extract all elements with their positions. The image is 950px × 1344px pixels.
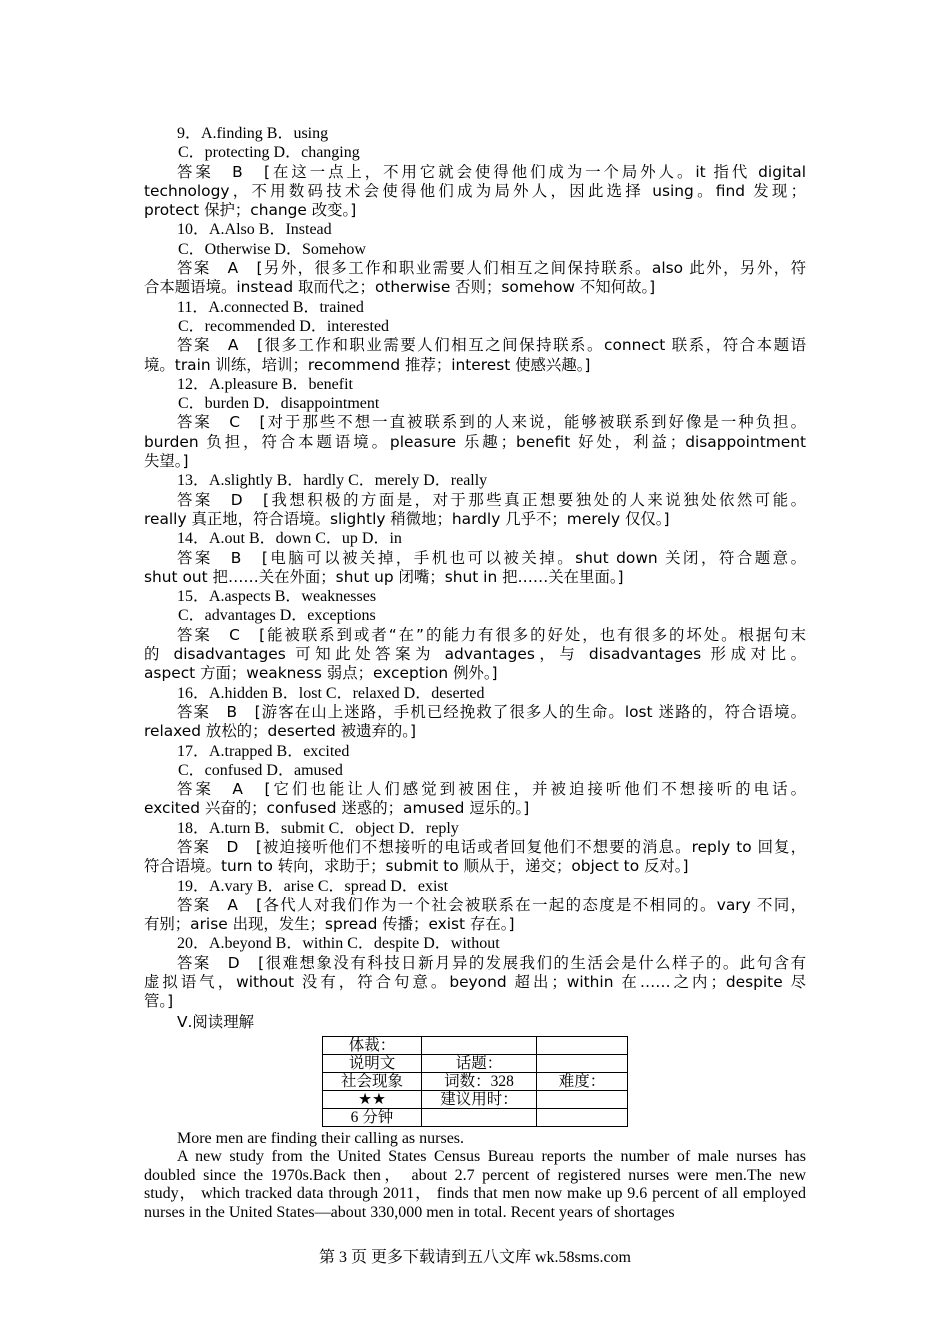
info-table-cell [537, 1108, 628, 1126]
answer-explanation-line: shut out 把……关在外面；shut up 闭嘴；shut in 把……关在里面。] [144, 567, 624, 586]
answer-explanation-line: 答案 D [我想积极的方面是，对于那些真正想要独处的人来说独处依然可能。 [177, 490, 806, 509]
question-item [144, 375, 806, 471]
answer-explanation-line: aspect 方面；weakness 弱点；exception 例外。] [144, 664, 498, 683]
question-item [144, 877, 806, 935]
question-options-line-continued: C．confused D．amused [178, 761, 343, 779]
answer-explanation-line: 有别；arise 出现，发生；spread 传播；exist 存在。] [144, 915, 515, 934]
question-options-line-continued: C．Otherwise D．Somehow [178, 240, 366, 258]
question-list [144, 124, 806, 1012]
info-table-cell: 说明文 [323, 1054, 422, 1072]
info-table-cell [422, 1036, 537, 1054]
question-options-line: 11．A.connected B．trained [177, 298, 364, 316]
info-table-cell: 难度： [537, 1072, 628, 1090]
question-item [144, 220, 806, 297]
question-options-line: 15．A.aspects B．weaknesses [177, 588, 377, 606]
info-table-row [323, 1036, 628, 1054]
question-item [144, 819, 806, 877]
answer-explanation-line: 答案 A [它们也能让人们感觉到被困住，并被迫接听他们不想接听的电话。 [177, 780, 806, 799]
page-footer: 第 3 页 更多下载请到五八文库 wk.58sms.com [318, 1249, 631, 1266]
info-table-cell: 词数：328 [422, 1072, 537, 1090]
answer-explanation-line: 答案 A [各代人对我们作为一个社会被联系在一起的态度是不相同的。vary 不同， [177, 895, 806, 914]
question-options-line-continued: C．protecting D．changing [178, 144, 360, 162]
info-table-row [323, 1090, 628, 1108]
info-table-cell: 社会现象 [323, 1072, 422, 1090]
answer-explanation-line: excited 兴奋的；confused 迷惑的；amused 逗乐的。] [144, 799, 530, 818]
question-item [144, 471, 806, 529]
answer-explanation-line: 答案 B [在这一点上，不用它就会使得他们成为一个局外人。it 指代 digital [177, 162, 806, 181]
answer-explanation-line: 失望。] [144, 452, 189, 471]
info-table-cell: 体裁： [323, 1036, 422, 1054]
document-page [144, 124, 806, 1222]
answer-explanation-line: 虚拟语气，without 没有，符合句意。beyond 超出；within 在……之内；despite 尽 [144, 973, 806, 992]
question-options-line: 20．A.beyond B．within C．despite D．without [177, 935, 500, 953]
info-table-cell: 话题： [422, 1054, 537, 1072]
question-options-line: 16．A.hidden B．lost C．relaxed D．deserted [177, 684, 485, 702]
question-options-line-continued: C．recommended D．interested [178, 317, 390, 335]
answer-explanation-line: burden 负担，符合本题语境。pleasure 乐趣；benefit 好处，利益；disappointment [144, 432, 806, 451]
answer-explanation-line: protect 保护；change 改变。] [144, 201, 357, 220]
info-table-row [323, 1072, 628, 1090]
question-options-line: 14．A.out B．down C．up D．in [177, 530, 402, 548]
info-table-cell: ★★ [323, 1090, 422, 1108]
section-heading: Ⅴ.阅读理解 [177, 1012, 254, 1031]
info-table-cell [422, 1108, 537, 1126]
answer-explanation-line: 合本题语境。instead 取而代之；otherwise 否则；somehow 不知何故。] [144, 278, 656, 297]
answer-explanation-line: 答案 A [另外，很多工作和职业需要人们相互之间保持联系。also 此外，另外，符 [177, 259, 806, 278]
answer-explanation-line: really 真正地，符合语境。slightly 稍微地；hardly 几乎不；merely 仅仅。] [144, 509, 670, 528]
info-table-cell: 6 分钟 [323, 1108, 422, 1126]
answer-explanation-line: 答案 B [电脑可以被关掉，手机也可以被关掉。shut down 关闭，符合题意。 [177, 548, 806, 567]
info-table-cell [537, 1090, 628, 1108]
info-table [322, 1036, 628, 1127]
info-table-cell: 建议用时： [422, 1090, 537, 1108]
question-options-line: 12．A.pleasure B．benefit [177, 375, 353, 393]
answer-explanation-line: 境。train 训练，培训；recommend 推荐；interest 使感兴趣。] [144, 355, 591, 374]
question-item [144, 529, 806, 587]
info-table-row [323, 1054, 628, 1072]
info-table-cell [537, 1036, 628, 1054]
question-item [144, 124, 806, 220]
question-options-line: 10．A.Also B．Instead [177, 221, 332, 239]
question-options-line: 17．A.trapped B．excited [177, 742, 350, 760]
answer-explanation-line: 答案 B [游客在山上迷路，手机已经挽救了很多人的生命。lost 迷路的，符合语境。 [177, 702, 806, 721]
question-item [144, 742, 806, 819]
answer-explanation-line: 答案 A [很多工作和职业需要人们相互之间保持联系。connect 联系，符合本题语 [177, 336, 806, 355]
answer-explanation-line: technology，不用数码技术会使得他们成为局外人，因此选择 using。find 发现； [144, 181, 806, 200]
question-options-line: 9．A.finding B．using [177, 125, 329, 142]
question-options-line: 19．A.vary B．arise C．spread D．exist [177, 877, 449, 895]
answer-explanation-line: 管。] [144, 992, 174, 1011]
answer-explanation-line: 答案 C [能被联系到或者“在”的能力有很多的好处，也有很多的坏处。根据句末 [177, 625, 806, 644]
info-table-cell [537, 1054, 628, 1072]
answer-explanation-line: 的 disadvantages 可知此处答案为 advantages，与 disadvantages 形成对比。 [144, 645, 806, 664]
answer-explanation-line: 符合语境。turn to 转向，求助于；submit to 顺从于，递交；object to 反对。] [144, 857, 689, 876]
passage-paragraph: A new study from the United States Census Bureau reports the number of male nurses has doubled since the 1970s.Back then， about 2.7 percent of registered nurses were men.The new study， which tracked data through 2011， finds that men now make up 9.6 percent of all employed nurses in the United States—about 330,000 men in total. Recent years of shortages [144, 1147, 806, 1221]
question-options-line: 18．A.turn B．submit C．object D．reply [177, 819, 459, 837]
question-item [144, 934, 806, 1011]
question-options-line-continued: C．advantages D．exceptions [178, 607, 376, 625]
answer-explanation-line: 答案 C [对于那些不想一直被联系到的人来说，能够被联系到好像是一种负担。 [177, 413, 806, 432]
question-item [144, 684, 806, 742]
answer-explanation-line: 答案 D [很难想象没有科技日新月异的发展我们的生活会是什么样子的。此句含有 [177, 953, 806, 972]
question-options-line: 13．A.slightly B．hardly C．merely D．really [177, 472, 488, 490]
info-table-row [323, 1108, 628, 1126]
question-options-line-continued: C．burden D．disappointment [178, 395, 380, 413]
passage-title-line: More men are finding their calling as nurses. [177, 1129, 465, 1147]
answer-explanation-line: relaxed 放松的；deserted 被遗弃的。] [144, 722, 416, 741]
question-item [144, 587, 806, 683]
answer-explanation-line: 答案 D [被迫接听他们不想接听的电话或者回复他们不想要的消息。reply to 回复， [177, 837, 806, 856]
question-item [144, 298, 806, 375]
